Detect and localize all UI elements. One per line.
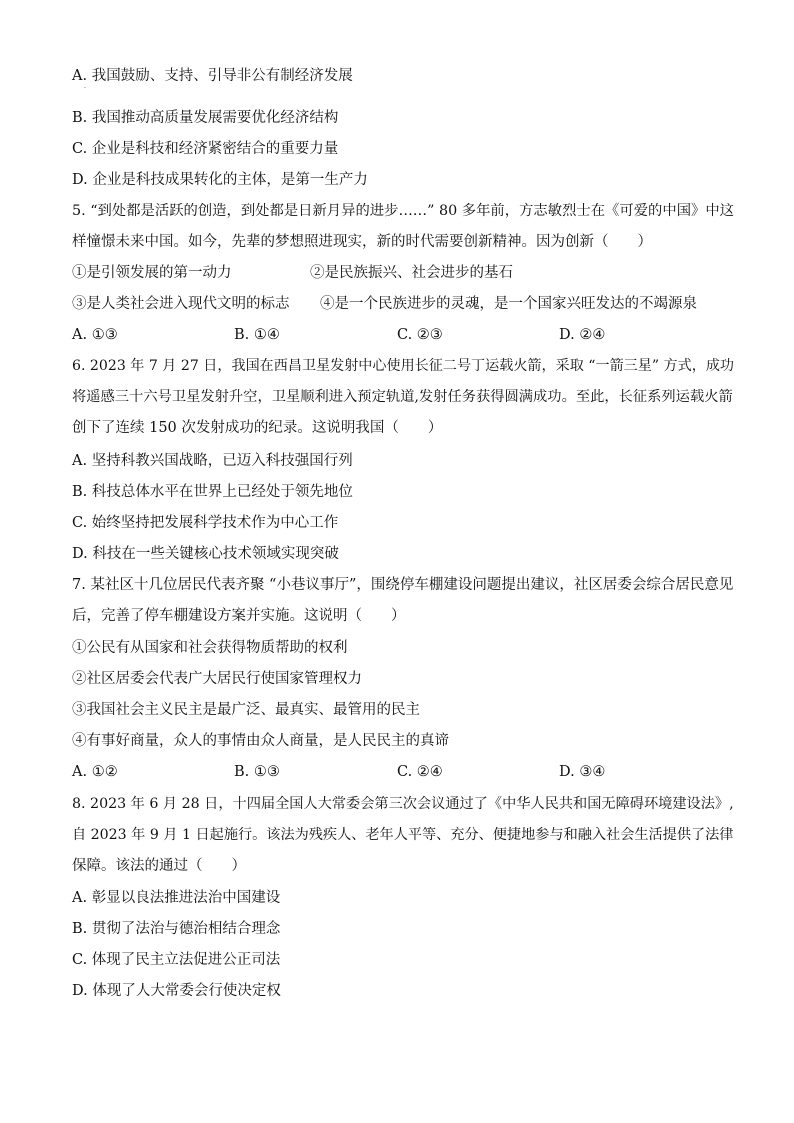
q7-choice-d: D. ③④ bbox=[559, 764, 606, 780]
q5-items-row-2 bbox=[72, 294, 722, 314]
q7-choice-c: C. ②④ bbox=[397, 764, 443, 780]
q8-option-d: D. 体现了人大常委会行使决定权 bbox=[72, 983, 281, 999]
q7-item-1: ①公民有从国家和社会获得物质帮助的权利 bbox=[72, 640, 348, 656]
q8-stem-line-1: 8. 2023 年 6 月 28 日，十四届全国人大常委会第三次会议通过了《中华人民共和国无障碍环境建设法》, bbox=[72, 796, 734, 812]
q5-choice-d: D. ②④ bbox=[559, 327, 606, 343]
q8-option-b: B. 贯彻了法治与德治相结合理念 bbox=[72, 921, 281, 937]
q6-stem-line-1: 6. 2023 年 7 月 27 日，我国在西昌卫星发射中心使用长征二号丁运载火箭，采取 “一箭三星” 方式，成功 bbox=[72, 358, 735, 374]
q4-option-c: C. 企业是科技和经济紧密结合的重要力量 bbox=[72, 141, 339, 157]
q5-item-4: ④是一个民族进步的灵魂，是一个国家兴旺发达的不竭源泉 bbox=[320, 296, 697, 312]
stray-mark: · bbox=[84, 85, 86, 92]
q5-item-1: ①是引领发展的第一动力 bbox=[72, 265, 232, 281]
q5-choices bbox=[72, 325, 722, 345]
q7-stem-line-2: 后，完善了停车棚建设方案并实施。这说明（ ） bbox=[72, 608, 406, 624]
q7-item-2: ②社区居委会代表广大居民行使国家管理权力 bbox=[72, 671, 362, 687]
q4-option-d: D. 企业是科技成果转化的主体，是第一生产力 bbox=[72, 172, 368, 188]
q4-option-b: B. 我国推动高质量发展需要优化经济结构 bbox=[72, 110, 339, 126]
q7-choices bbox=[72, 762, 722, 782]
q5-stem-line-1: 5. “到处都是活跃的创造，到处都是日新月异的进步……” 80 多年前，方志敏烈士在《可爱的中国》中这 bbox=[72, 203, 735, 219]
q5-items-row-1 bbox=[72, 263, 722, 283]
q5-item-2: ②是民族振兴、社会进步的基石 bbox=[310, 265, 513, 281]
q6-option-a: A. 坚持科教兴国战略，已迈入科技强国行列 bbox=[72, 453, 353, 469]
q7-stem-line-1: 7. 某社区十几位居民代表齐聚 “小巷议事厅”，围绕停车棚建设问题提出建议，社区居委会综合居民意见 bbox=[72, 577, 734, 593]
q7-choice-a: A. ①② bbox=[72, 764, 118, 780]
q8-stem-line-2: 自 2023 年 9 月 1 日起施行。该法为残疾人、老年人平等、充分、便捷地参与和融入社会生活提供了法律 bbox=[72, 827, 734, 843]
q5-stem-line-2: 样憧憬未来中国。如今，先辈的梦想照进现实，新的时代需要创新精神。因为创新（ ） bbox=[72, 234, 652, 250]
q5-choice-b: B. ①④ bbox=[234, 327, 280, 343]
q4-option-a: A. 我国鼓励、支持、引导非公有制经济发展 bbox=[72, 68, 353, 84]
q5-choice-c: C. ②③ bbox=[397, 327, 443, 343]
q7-choice-b: B. ①③ bbox=[234, 764, 280, 780]
q8-stem-line-3: 保障。该法的通过（ ） bbox=[72, 858, 246, 874]
q7-item-3: ③我国社会主义民主是最广泛、最真实、最管用的民主 bbox=[72, 702, 420, 718]
q8-option-c: C. 体现了民主立法促进公正司法 bbox=[72, 952, 281, 968]
q6-option-c: C. 始终坚持把发展科学技术作为中心工作 bbox=[72, 515, 339, 531]
q6-stem-line-2: 将遥感三十六号卫星发射升空，卫星顺利进入预定轨道,发射任务获得圆满成功。至此，长征系列运载火箭 bbox=[72, 389, 733, 405]
q6-option-b: B. 科技总体水平在世界上已经处于领先地位 bbox=[72, 484, 353, 500]
q7-item-4: ④有事好商量，众人的事情由众人商量，是人民民主的真谛 bbox=[72, 733, 449, 749]
q5-choice-a: A. ①③ bbox=[72, 327, 118, 343]
q8-option-a: A. 彰显以良法推进法治中国建设 bbox=[72, 890, 281, 906]
q5-item-3: ③是人类社会进入现代文明的标志 bbox=[72, 296, 290, 312]
q6-stem-line-3: 创下了连续 150 次发射成功的纪录。这说明我国（ ） bbox=[72, 420, 443, 436]
q6-option-d: D. 科技在一些关键核心技术领域实现突破 bbox=[72, 546, 339, 562]
